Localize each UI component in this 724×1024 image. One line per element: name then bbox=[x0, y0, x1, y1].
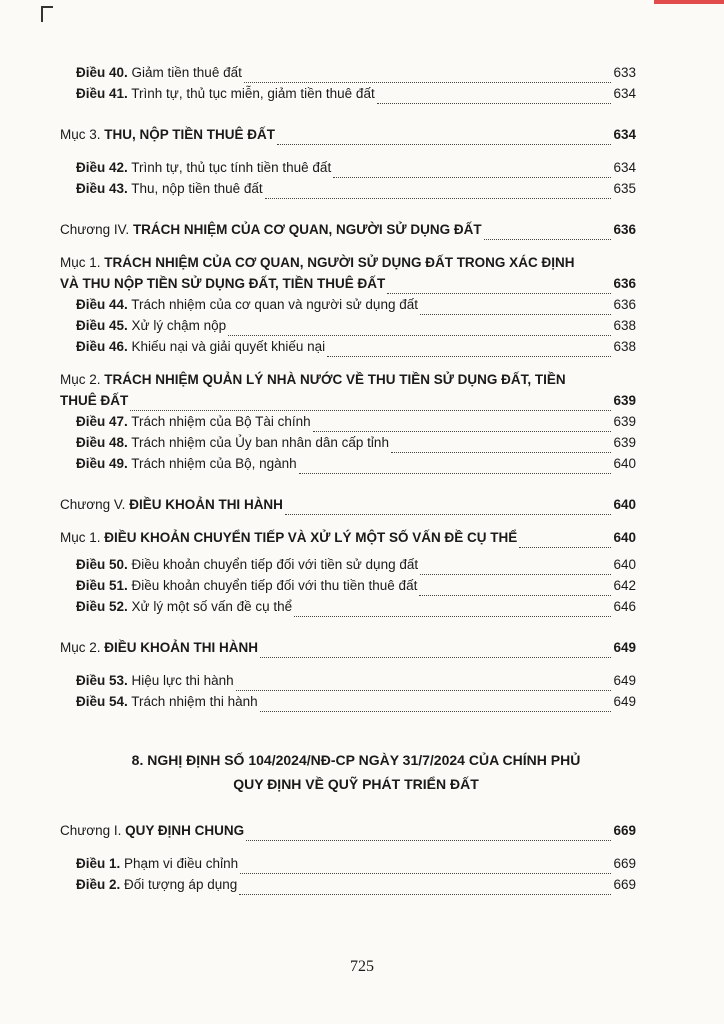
toc-entry-dieu-42[interactable]: Điều 42. Trình tự, thủ tục tính tiền thuê đất 634 bbox=[76, 157, 636, 178]
toc-entry-dieu-40[interactable]: Điều 40. Giảm tiền thuê đất 633 bbox=[76, 62, 636, 83]
page-ref: 669 bbox=[613, 877, 636, 892]
toc-entry-dieu-54[interactable]: Điều 54. Trách nhiệm thi hành 649 bbox=[76, 691, 636, 712]
toc-entry-dieu-44[interactable]: Điều 44. Trách nhiệm của cơ quan và người sử dụng đất 636 bbox=[76, 294, 636, 315]
table-of-contents bbox=[60, 62, 636, 895]
page-ref: 642 bbox=[613, 578, 636, 593]
page-ref: 640 bbox=[613, 497, 636, 512]
page-ref: 634 bbox=[613, 127, 636, 142]
toc-entry-dieu-46[interactable]: Điều 46. Khiếu nại và giải quyết khiếu nại 638 bbox=[76, 336, 636, 357]
toc-section-muc-3[interactable]: Mục 3. THU, NỘP TIỀN THUÊ ĐẤT 634 bbox=[60, 124, 636, 145]
page-ref: 669 bbox=[613, 856, 636, 871]
page-ref: 640 bbox=[613, 456, 636, 471]
page-ref: 639 bbox=[613, 414, 636, 429]
page-ref: 634 bbox=[613, 160, 636, 175]
crop-mark bbox=[41, 6, 53, 22]
toc-entry-dieu-50[interactable]: Điều 50. Điều khoản chuyển tiếp đối với tiền sử dụng đất 640 bbox=[76, 554, 636, 575]
toc-entry-dieu-45[interactable]: Điều 45. Xử lý chậm nộp 638 bbox=[76, 315, 636, 336]
document-title: 8. NGHỊ ĐỊNH SỐ 104/2024/NĐ-CP NGÀY 31/7/2024 CỦA CHÍNH PHỦ QUY ĐỊNH VỀ QUỸ PHÁT TRIỂN ĐẤT bbox=[131, 752, 581, 792]
page-edge-stripe bbox=[654, 0, 724, 4]
toc-entry-dieu-2[interactable]: Điều 2. Đối tượng áp dụng 669 bbox=[76, 874, 636, 895]
toc-section-muc-2-ch4[interactable]: Mục 2. TRÁCH NHIỆM QUẢN LÝ NHÀ NƯỚC VỀ THU TIỀN SỬ DỤNG ĐẤT, TIỀN THUÊ ĐẤT 639 bbox=[60, 369, 636, 411]
toc-chapter-i[interactable]: Chương I. QUY ĐỊNH CHUNG 669 bbox=[60, 820, 636, 841]
toc-entry-dieu-52[interactable]: Điều 52. Xử lý một số vấn đề cụ thể 646 bbox=[76, 596, 636, 617]
toc-entry-dieu-49[interactable]: Điều 49. Trách nhiệm của Bộ, ngành 640 bbox=[76, 453, 636, 474]
page-ref: 649 bbox=[613, 640, 636, 655]
toc-section-muc-2-ch5[interactable]: Mục 2. ĐIỀU KHOẢN THI HÀNH 649 bbox=[60, 637, 636, 658]
toc-chapter-v[interactable]: Chương V. ĐIỀU KHOẢN THI HÀNH 640 bbox=[60, 494, 636, 515]
toc-entry-dieu-47[interactable]: Điều 47. Trách nhiệm của Bộ Tài chính 639 bbox=[76, 411, 636, 432]
page-ref: 640 bbox=[613, 530, 636, 545]
page-ref: 639 bbox=[613, 393, 636, 408]
page-ref: 649 bbox=[613, 673, 636, 688]
toc-entry-dieu-48[interactable]: Điều 48. Trách nhiệm của Ủy ban nhân dân cấp tỉnh 639 bbox=[76, 432, 636, 453]
page-ref: 636 bbox=[613, 276, 636, 291]
page-ref: 636 bbox=[613, 222, 636, 237]
toc-entry-dieu-41[interactable]: Điều 41. Trình tự, thủ tục miễn, giảm tiền thuê đất 634 bbox=[76, 83, 636, 104]
toc-entry-dieu-43[interactable]: Điều 43. Thu, nộp tiền thuê đất 635 bbox=[76, 178, 636, 199]
page-ref: 649 bbox=[613, 694, 636, 709]
page-ref: 635 bbox=[613, 181, 636, 196]
toc-section-muc-1-ch5[interactable]: Mục 1. ĐIỀU KHOẢN CHUYỂN TIẾP VÀ XỬ LÝ MỘT SỐ VẤN ĐỀ CỤ THỂ 640 bbox=[60, 527, 636, 548]
toc-entry-dieu-51[interactable]: Điều 51. Điều khoản chuyển tiếp đối với thu tiền thuê đất 642 bbox=[76, 575, 636, 596]
toc-section-muc-1-ch4[interactable]: Mục 1. TRÁCH NHIỆM CỦA CƠ QUAN, NGƯỜI SỬ DỤNG ĐẤT TRONG XÁC ĐỊNH VÀ THU NỘP TIỀN SỬ DỤNG ĐẤT, TIỀN THUÊ ĐẤT 636 bbox=[60, 252, 636, 294]
page-number: 725 bbox=[350, 958, 374, 975]
page-ref: 636 bbox=[613, 297, 636, 312]
page-ref: 638 bbox=[613, 318, 636, 333]
page-ref: 669 bbox=[613, 823, 636, 838]
page-ref: 646 bbox=[613, 599, 636, 614]
page-ref: 634 bbox=[613, 86, 636, 101]
page-ref: 639 bbox=[613, 435, 636, 450]
toc-entry-dieu-53[interactable]: Điều 53. Hiệu lực thi hành 649 bbox=[76, 670, 636, 691]
toc-chapter-iv[interactable]: Chương IV. TRÁCH NHIỆM CỦA CƠ QUAN, NGƯỜI SỬ DỤNG ĐẤT 636 bbox=[60, 219, 636, 240]
page-ref: 638 bbox=[613, 339, 636, 354]
toc-entry-dieu-1[interactable]: Điều 1. Phạm vi điều chỉnh 669 bbox=[76, 853, 636, 874]
page-ref: 633 bbox=[613, 65, 636, 80]
page-ref: 640 bbox=[613, 557, 636, 572]
